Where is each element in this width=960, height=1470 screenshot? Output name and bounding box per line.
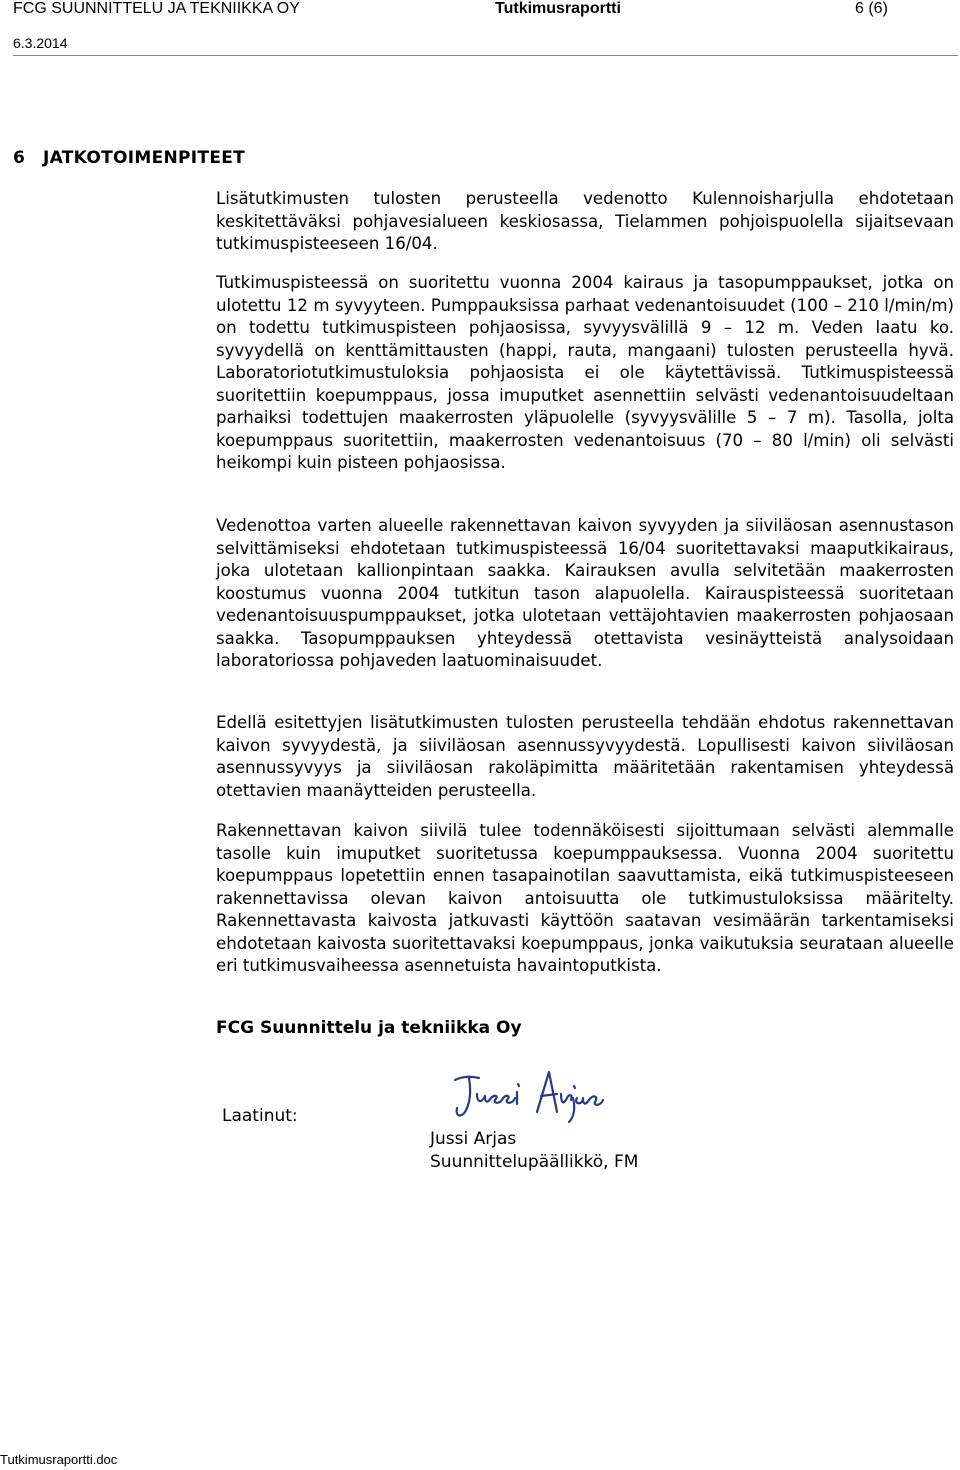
paragraph-text: Lisätutkimusten tulosten perusteella vedenotto Kulennoisharjulla ehdotetaan keskitettäväksi pohjavesialueen keskiosassa, Tielammen pohjoispuolella sijaitsevaan tutkimuspisteeseen 16/04. [216, 189, 954, 253]
paragraph-text: Rakennettavan kaivon siivilä tulee todennäköisesti sijoittumaan selvästi alemmalle tasolle kuin imuputket suoritetussa koepumppauksessa. Vuonna 2004 suoritettu koepumppaus lopetettiin ennen tasapainotilan saavuttamista, eikä tutkimuspisteeseen rakennettavissa olevan kaivon antoisuutta ole tutkimustuloksissa määritelty. Rakennettavasta kaivosta jatkuvasti käyttöön saatavan vesimäärän tarkentamiseksi ehdotetaan kaivosta suoritettavaksi koepumppaus, jonka vaikutuksia seurataan alueelle eri tutkimusvaiheessa asennetuista havaintoputkista. [216, 821, 954, 975]
paragraph [216, 272, 954, 475]
section-heading [13, 148, 245, 168]
header-date: 6.3.2014 [13, 35, 68, 51]
paragraph [216, 515, 954, 673]
paragraph-text: Tutkimuspisteessä on suoritettu vuonna 2004 kairaus ja tasopumppaukset, jotka on ulotettu 12 m syvyyteen. Pumppauksissa parhaat vedenantoisuudet (100 – 210 l/min/m) on todettu tutkimuspisteen pohjaosissa, syvyysvälillä 9 – 12 m. Veden laatu ko. syvyydellä on kenttämittausten (happi, rauta, mangaani) tulosten perusteella hyvä. Laboratoriotutkimustuloksia pohjaosista ei ole käytettävissä. Tutkimuspisteessä suoritettiin koepumppaus, jossa imuputket asennettiin selvästi vedenantoisuudeltaan parhaiksi todettujen maakerrosten yläpuolelle (syvyysvälille 5 – 7 m). Tasolla, jolta koepumppaus suoritettiin, maakerrosten vedenantoisuus (70 – 80 l/min) oli selvästi heikompi kuin pisteen pohjaosissa. [216, 273, 954, 472]
header-doc-type: Tutkimusraportti [495, 0, 621, 17]
signature-company: FCG Suunnittelu ja tekniikka Oy [216, 1018, 522, 1038]
header-page-number: 6 (6) [855, 0, 888, 17]
handwritten-signature [445, 1060, 605, 1130]
signer-name: Jussi Arjas [430, 1129, 517, 1149]
signer-role: Suunnittelupäällikkö, FM [430, 1152, 639, 1172]
paragraph-text: Vedenottoa varten alueelle rakennettavan kaivon syvyyden ja siiviläosan asennustason selvittämiseksi ehdotetaan tutkimuspisteessä 16/04 suoritettavaksi maaputkikairaus, joka ulotetaan kallionpintaan saakka. Kairauksen avulla selvitetään maakerrosten koostumus vuonna 2004 tutkitun tason alapuolella. Kairauspisteessä suoritetaan vedenantoisuuspumppaukset, jotka ulotetaan vettäjohtavien maakerrosten pohjaosaan saakka. Tasopumppauksen yhteydessä otettavista vesinäytteistä analysoidaan laboratoriossa pohjaveden laatuominaisuudet. [216, 516, 954, 670]
footer-filename: Tutkimusraportti.doc [0, 1452, 118, 1467]
paragraph [216, 712, 954, 802]
paragraph-text: Edellä esitettyjen lisätutkimusten tulosten perusteella tehdään ehdotus rakennettavan kaivon syvyydestä, ja siiviläosan asennussyvyydestä. Lopullisesti kaivon siiviläosan asennussyvyys ja siiviläosan rakoläpimitta määritetään rakentamisen yhteydessä otettavien maanäytteiden perusteella. [216, 713, 954, 800]
header-divider [13, 55, 958, 56]
signature-label: Laatinut: [222, 1106, 298, 1126]
section-number: 6 [13, 148, 26, 168]
paragraph [216, 188, 954, 256]
signature-block [430, 1128, 638, 1174]
section-title: JATKOTOIMENPITEET [43, 148, 246, 168]
paragraph [216, 820, 954, 978]
header-company: FCG SUUNNITTELU JA TEKNIIKKA OY [13, 0, 300, 17]
